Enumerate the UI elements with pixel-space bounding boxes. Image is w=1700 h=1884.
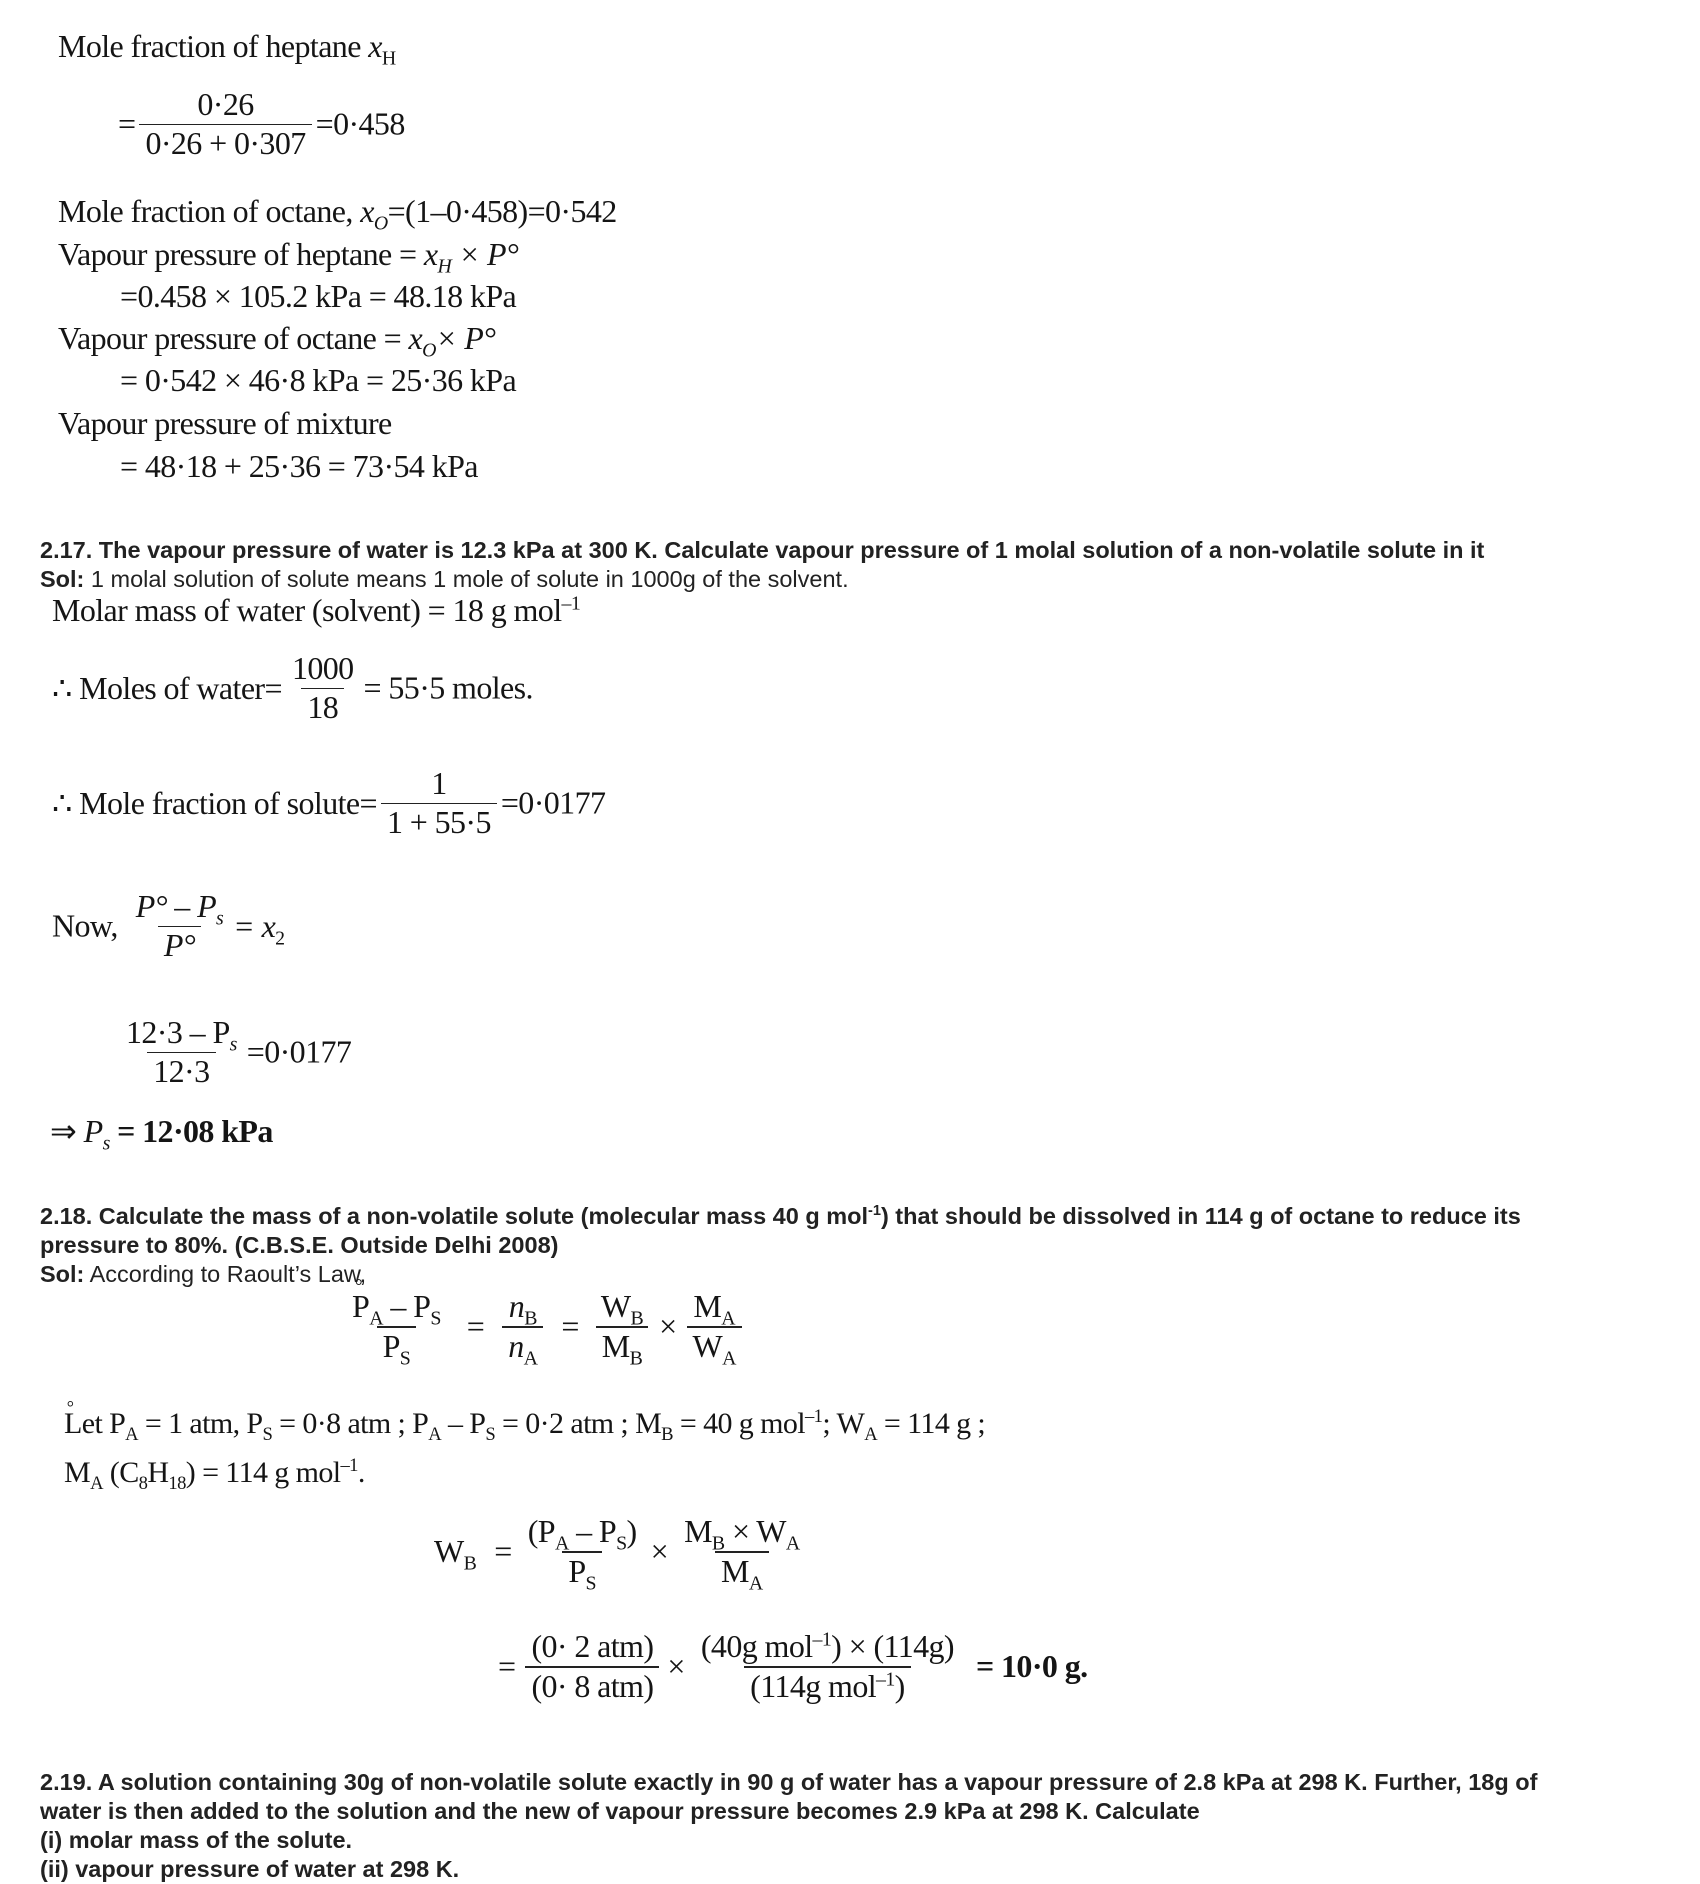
heptane-fraction [139,88,311,160]
calc-f1-num: (0· 2 atm) [531,1628,654,1664]
raoult-equation [342,1288,746,1369]
mf-label: ∴ Mole fraction of solute= [52,785,377,822]
ps-denominator: 12·3 [147,1052,215,1089]
equals-sign: = [561,1308,579,1345]
sub: B [711,1532,725,1555]
vp-heptane-var: x [423,236,438,272]
sup: –1 [340,1455,358,1476]
heptane-fraction-equation [118,88,405,160]
sub: A [90,1473,103,1494]
sub-b: B [629,1346,643,1369]
now-result-var: = x [233,907,276,944]
raoult-f2-den [502,1326,543,1369]
ps-equation [116,1016,351,1088]
times-sign: × [650,1533,669,1570]
heptane-mole-fraction-label [58,28,396,70]
q219-line2: water is then added to the solution and the new of vapour pressure becomes 2.9 kPa at 298 K. Calculate [40,1798,1200,1824]
raoult-f1-den [377,1326,417,1369]
sub: A [864,1424,878,1445]
equals-sign: = [498,1648,516,1685]
sup: –1 [876,1667,895,1690]
sub-b: B [524,1307,537,1330]
vp-octane-line [58,320,496,362]
wb-f2-den [715,1551,769,1594]
sol-text: According to Raoult’s Law, [84,1261,367,1287]
now-equation [52,890,285,962]
n-symbol: n [508,1327,524,1364]
moles-label: ∴ Moles of water= [52,670,282,707]
text: = 0·8 atm ; P [272,1407,429,1440]
equals-sign: = [118,105,136,142]
sub: B [661,1424,673,1445]
wb-f1-num [522,1513,643,1555]
calc-f2-den [744,1666,911,1704]
vp-heptane-sub: H [437,255,452,278]
vp-octane-calc: = 0·542 × 46·8 kPa = 25·36 kPa [120,362,517,398]
mole-fraction-solute-equation [52,767,605,839]
text: ) × (114g) [831,1628,954,1664]
text: M [64,1456,91,1489]
mf-fraction [381,767,497,839]
vp-heptane-line [58,236,519,278]
molar-mass-text: Molar mass of water (solvent) = 18 g mol [52,592,562,628]
vp-octane-tail: × P° [435,320,496,356]
now-numerator [130,888,229,930]
q219-part-i: (i) molar mass of the solute. [40,1827,353,1853]
sup: –1 [804,1406,823,1427]
q219-part-ii: (ii) vapour pressure of water at 298 K. [40,1856,460,1882]
fraction-denominator: 0·26 + 0·307 [139,124,311,161]
w-symbol: W [434,1533,464,1570]
text: . [357,1456,365,1489]
now-num-sub: s [216,907,224,930]
text: ) [626,1513,637,1549]
text: ; W [822,1407,865,1440]
sub: A [125,1424,138,1445]
q218-heading-a: 2.18. Calculate the mass of a non-volatile solute (molecular mass 40 g mol [40,1203,868,1229]
q218-heading-b: ) that should be dissolved in 114 g of octane to reduce its [880,1203,1521,1229]
raoult-f3-num [595,1288,649,1330]
ma-line [64,1455,365,1494]
text: M [721,1552,749,1589]
calc-f1-den: (0· 8 atm) [525,1666,659,1704]
sub: S [585,1571,596,1594]
now-denominator: P° [163,926,196,963]
times-sign: × [667,1648,685,1685]
vp-mixture-value: = 48·18 + 25·36 = 73·54 kPa [120,448,478,484]
sub-a: A [369,1307,383,1330]
sub: 18 [168,1473,186,1494]
text: ) [894,1667,905,1704]
vp-octane-label: Vapour pressure of octane = [58,320,409,356]
calc-result: = 10·0 g. [976,1648,1088,1685]
sub-a: A [721,1307,735,1330]
text: – P [568,1513,617,1549]
q218-heading-line2: pressure to 80%. (C.B.S.E. Outside Delhi 2008) [40,1232,559,1258]
equals-sign: = [466,1308,485,1345]
sub: 8 [138,1473,148,1494]
calc-f2-num [695,1630,960,1666]
q217-heading: 2.17. The vapour pressure of water is 12.3 kPa at 300 K. Calculate vapour pressure of 1 molal solution of a non-volatile solute in it [40,537,1485,563]
moles-numerator: 1000 [291,650,354,686]
w-symbol: W [600,1288,631,1324]
mf-result: =0·0177 [500,784,606,821]
sub-b: B [463,1552,477,1575]
octane-label: Mole fraction of octane, [58,193,361,229]
mf-denominator: 1 + 55·5 [381,803,497,840]
vp-octane-var: x [408,320,423,356]
sub: A [748,1571,763,1594]
mf-numerator: 1 [431,765,447,801]
sol-text: 1 molal solution of solute means 1 mole of solute in 1000g of the solvent. [84,566,849,592]
wb-fraction-2 [678,1513,806,1594]
text: = 1 atm, P [138,1407,263,1440]
wb-formula [434,1513,810,1594]
text: = 114 g ; [877,1407,986,1440]
vp-heptane-calc: =0.458 × 105.2 kPa = 48.18 kPa [120,278,517,314]
now-label: Now, [52,907,118,944]
q218-sol [40,1260,366,1289]
heptane-label-text: Mole fraction of heptane [58,28,369,64]
raoult-fraction-1 [346,1288,447,1369]
vp-mixture-calc [120,448,478,485]
sub-b: B [630,1307,644,1330]
text: × W [724,1513,786,1549]
sub-a: A [722,1346,736,1369]
vp-mixture-label: Vapour pressure of mixture [58,405,392,441]
now-result [233,907,285,949]
sub: A [428,1424,442,1445]
wb-calculation [498,1630,1088,1703]
ps-final [50,1112,273,1155]
raoult-f4-num [687,1288,741,1330]
times-sign: × [659,1308,677,1345]
moles-of-water-equation [52,652,533,724]
sol-label: Sol: [40,1261,85,1287]
calc-fraction-2 [695,1630,960,1703]
vp-octane-sub: O [422,339,436,362]
text: (C [102,1456,139,1489]
ps-num-sub: s [229,1033,237,1056]
w-symbol: W [692,1327,723,1364]
sub: S [262,1424,273,1445]
molar-mass-sup: –1 [561,592,581,615]
now-result-sub: 2 [275,926,285,949]
raoult-f3-den [596,1326,649,1369]
text: (40g mol [700,1628,813,1664]
heptane-var: x [368,28,382,64]
sub: A [785,1532,800,1555]
calc-fraction-1 [525,1630,659,1703]
ps-fraction [120,1016,243,1088]
minus-ps: – P [382,1288,431,1324]
pa-symbol: P ° [352,1288,369,1324]
raoult-fraction-3 [595,1288,649,1369]
q217-sol [40,565,849,594]
text: ) = 114 g mol [185,1456,341,1489]
now-fraction [130,890,229,962]
ps-num-text: 12·3 – P [126,1014,230,1050]
sub-a: A [523,1346,538,1369]
raoult-f2-num [503,1288,543,1330]
raoult-fraction-2 [502,1288,543,1369]
m-symbol: M [693,1288,722,1324]
ps-numerator [120,1014,243,1056]
moles-fraction [286,652,360,724]
sol-label: Sol: [40,566,85,592]
text: M [684,1513,712,1549]
vp-heptane-label: Vapour pressure of heptane = [58,236,424,272]
q219-line1: 2.19. A solution containing 30g of non-volatile solute exactly in 90 g of water has a vapour pressure of 2.8 kPa at 298 K. Further, 18g of [40,1769,1538,1795]
moles-denominator: 18 [301,688,344,725]
let-values-line [64,1406,986,1445]
molar-mass-line [52,592,580,629]
ps-symbol: P [382,1327,400,1364]
text: (114g mol [750,1667,877,1704]
final-sub: s [102,1132,110,1155]
sub: S [485,1424,496,1445]
now-num-text: P° – P [135,888,217,924]
sub-s: S [430,1307,441,1330]
n-symbol: n [508,1288,525,1324]
text: – P [441,1407,486,1440]
heptane-sub: H [381,47,396,70]
octane-result: =(1–0·458)=0·542 [387,193,617,229]
octane-sub: O [373,212,388,235]
wb-lhs [434,1533,477,1575]
q218-heading-line1 [40,1202,1521,1231]
q218-heading-sup: -1 [868,1203,881,1220]
implies-arrow: ⇒ [50,1113,84,1149]
ps-result: =0·0177 [246,1033,352,1070]
raoult-f1-num [346,1288,447,1330]
text: = 0·2 atm ; M [495,1407,662,1440]
fraction-numerator: 0·26 [197,86,254,122]
equals-sign: = [494,1533,512,1570]
vp-heptane-tail: × P° [451,236,519,272]
octane-var: x [360,193,374,229]
text: = 40 g mol [672,1407,805,1440]
text: H [147,1456,169,1489]
m-symbol: M [601,1327,630,1364]
wb-f2-num [678,1513,806,1555]
let-text: Let P ° [64,1407,125,1440]
sub: A [554,1532,569,1555]
raoult-f4-den [687,1326,742,1369]
wb-f1-den [562,1551,602,1594]
sub: S [616,1532,627,1555]
moles-result: = 55·5 moles. [363,669,533,706]
wb-fraction-1 [522,1513,643,1594]
sub-s: S [399,1346,411,1369]
final-value: = 12·08 kPa [109,1113,273,1149]
heptane-result: =0·458 [315,105,405,142]
sup: –1 [812,1628,832,1651]
octane-mole-fraction-line [58,193,617,235]
text: P [568,1552,586,1589]
raoult-fraction-4 [687,1288,742,1369]
final-var: P [83,1113,103,1149]
text: (P [527,1513,555,1549]
